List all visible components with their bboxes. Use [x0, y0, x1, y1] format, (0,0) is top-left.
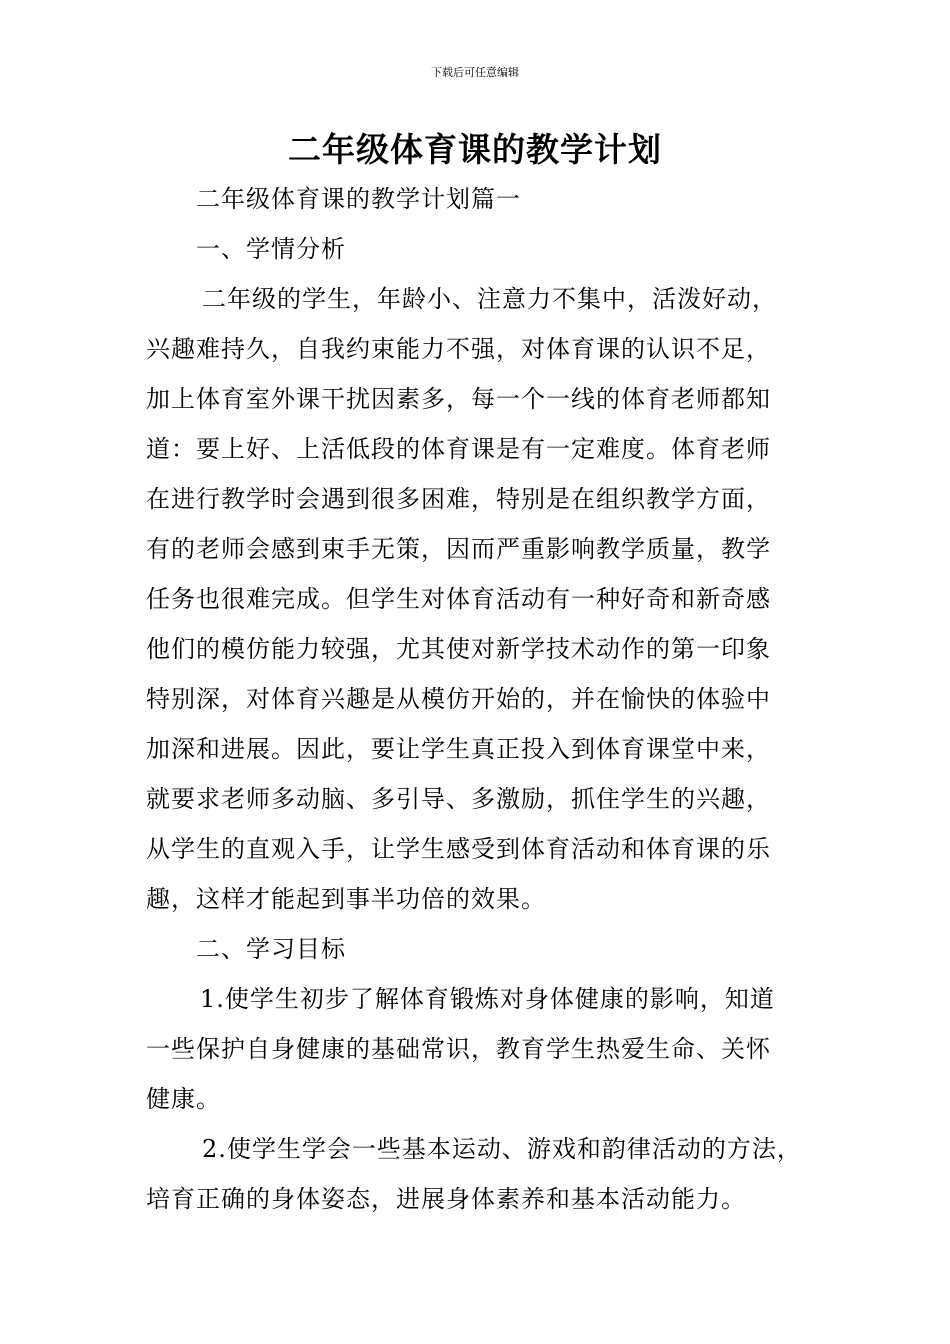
- header-note: 下载后可任意编辑: [431, 66, 519, 79]
- document-subtitle: 二年级体育课的教学计划篇一: [196, 185, 521, 213]
- paragraph-line: 他们的模仿能力较强，尤其使对新学技术动作的第一印象: [146, 635, 771, 663]
- list-item: [146, 1124, 836, 1224]
- paragraph-analysis: [146, 274, 836, 924]
- paragraph-line: 道：要上好、上活低段的体育课是有一定难度。体育老师: [146, 435, 771, 463]
- paragraph-line: 一些保护自身健康的基础常识，教育学生热爱生命、关怀: [146, 1035, 771, 1063]
- paragraph-line: 1.使学生初步了解体育锻炼对身体健康的影响，知道: [200, 985, 775, 1013]
- section-heading: 二、学习目标: [196, 935, 346, 963]
- paragraph-line: 加深和进展。因此，要让学生真正投入到体育课堂中来，: [146, 735, 771, 763]
- paragraph-line: 在进行教学时会遇到很多困难，特别是在组织教学方面，: [146, 485, 771, 513]
- paragraph-line: 兴趣难持久，自我约束能力不强，对体育课的认识不足，: [146, 335, 771, 363]
- paragraph-line: 2.使学生学会一些基本运动、游戏和韵律活动的方法，: [202, 1135, 802, 1163]
- paragraph-line: 健康。: [146, 1085, 221, 1113]
- document-title: 二年级体育课的教学计划: [288, 130, 662, 169]
- paragraph-line: 就要求老师多动脑、多引导、多激励，抓住学生的兴趣，: [146, 785, 771, 813]
- paragraph-line: 任务也很难完成。但学生对体育活动有一种好奇和新奇感: [146, 585, 771, 613]
- paragraph-line: 趣，这样才能起到事半功倍的效果。: [146, 885, 546, 913]
- paragraph-line: 从学生的直观入手，让学生感受到体育活动和体育课的乐: [146, 835, 771, 863]
- paragraph-line: 二年级的学生，年龄小、注意力不集中，活泼好动，: [202, 285, 777, 313]
- list-item: [146, 974, 836, 1124]
- paragraph-line: 加上体育室外课干扰因素多，每一个一线的体育老师都知: [146, 385, 771, 413]
- paragraph-line: 培育正确的身体姿态，进展身体素养和基本活动能力。: [146, 1185, 746, 1213]
- section-heading: 一、学情分析: [196, 235, 346, 263]
- document-body: [146, 174, 836, 1224]
- paragraph-line: 特别深，对体育兴趣是从模仿开始的，并在愉快的体验中: [146, 685, 771, 713]
- paragraph-line: 有的老师会感到束手无策，因而严重影响教学质量，教学: [146, 535, 771, 563]
